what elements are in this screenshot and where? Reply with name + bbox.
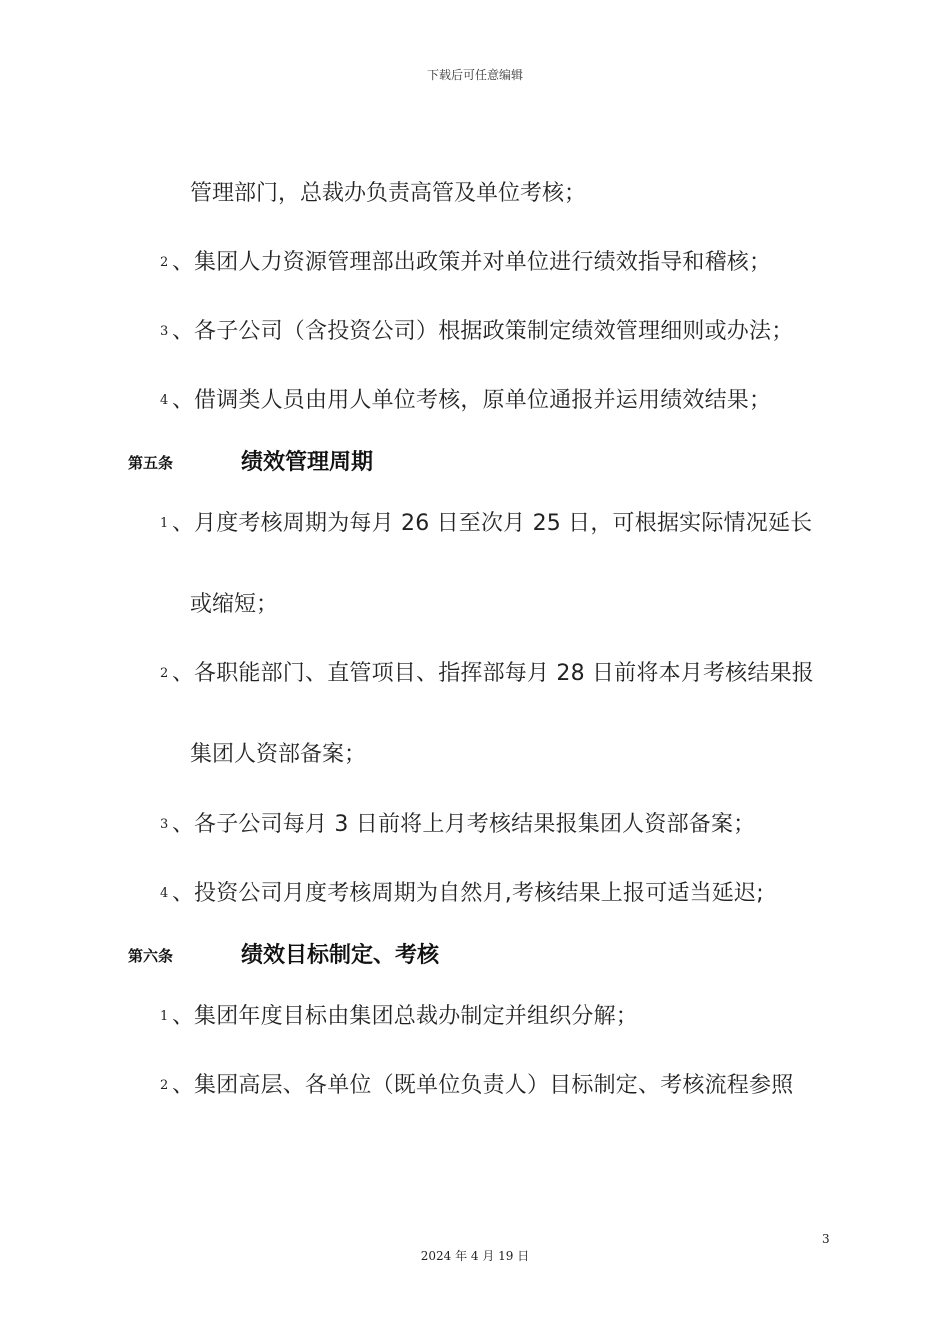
item-number: 4 [160, 886, 169, 901]
item-text: 集团高层、各单位（既单位负责人）目标制定、考核流程参照 [194, 1073, 794, 1098]
item-number: 4 [160, 393, 169, 408]
item-text: 各职能部门、直管项目、指挥部每月 28 日前将本月考核结果报 [194, 661, 814, 686]
item-number-mark: 、 [172, 881, 195, 906]
item-number: 2 [160, 255, 169, 270]
item-number: 2 [160, 1078, 169, 1093]
item-text: 各子公司（含投资公司）根据政策制定绩效管理细则或办法； [194, 319, 794, 344]
item-number: 3 [160, 817, 169, 832]
article-label: 第五条 [128, 454, 174, 472]
article-title: 绩效管理周期 [241, 450, 374, 475]
page-number: 3 [822, 1232, 830, 1246]
item-text: 借调类人员由用人单位考核，原单位通报并运用绩效结果； [194, 388, 772, 413]
item-number-mark: 、 [172, 250, 195, 275]
item-number: 1 [160, 516, 169, 531]
item-number-mark: 、 [172, 388, 195, 413]
item-text: 各子公司每月 3 日前将上月考核结果报集团人资部备案； [194, 812, 756, 837]
item-number: 3 [160, 324, 169, 339]
article-title: 绩效目标制定、考核 [241, 943, 440, 968]
continuation-text: 集团人资部备案； [190, 742, 367, 767]
item-number-mark: 、 [172, 1073, 195, 1098]
item-text: 投资公司月度考核周期为自然月,考核结果上报可适当延迟; [194, 881, 764, 906]
item-number: 1 [160, 1009, 169, 1024]
item-number-mark: 、 [172, 661, 195, 686]
item-number-mark: 、 [172, 812, 195, 837]
footer-date: 2024 年 4 月 19 日 [420, 1249, 530, 1263]
continuation-text: 或缩短； [190, 592, 279, 617]
item-number-mark: 、 [172, 511, 195, 536]
page-header-note: 下载后可任意编辑 [426, 68, 523, 82]
item-number: 2 [160, 666, 169, 681]
item-number-mark: 、 [172, 319, 195, 344]
item-text: 月度考核周期为每月 26 日至次月 25 日，可根据实际情况延长 [194, 511, 813, 536]
item-text: 集团人力资源管理部出政策并对单位进行绩效指导和稽核； [194, 250, 772, 275]
article-label: 第六条 [128, 947, 174, 965]
item-text: 集团年度目标由集团总裁办制定并组织分解； [194, 1004, 639, 1029]
item-number-mark: 、 [172, 1004, 195, 1029]
continuation-text: 管理部门，总裁办负责高管及单位考核； [190, 181, 587, 206]
